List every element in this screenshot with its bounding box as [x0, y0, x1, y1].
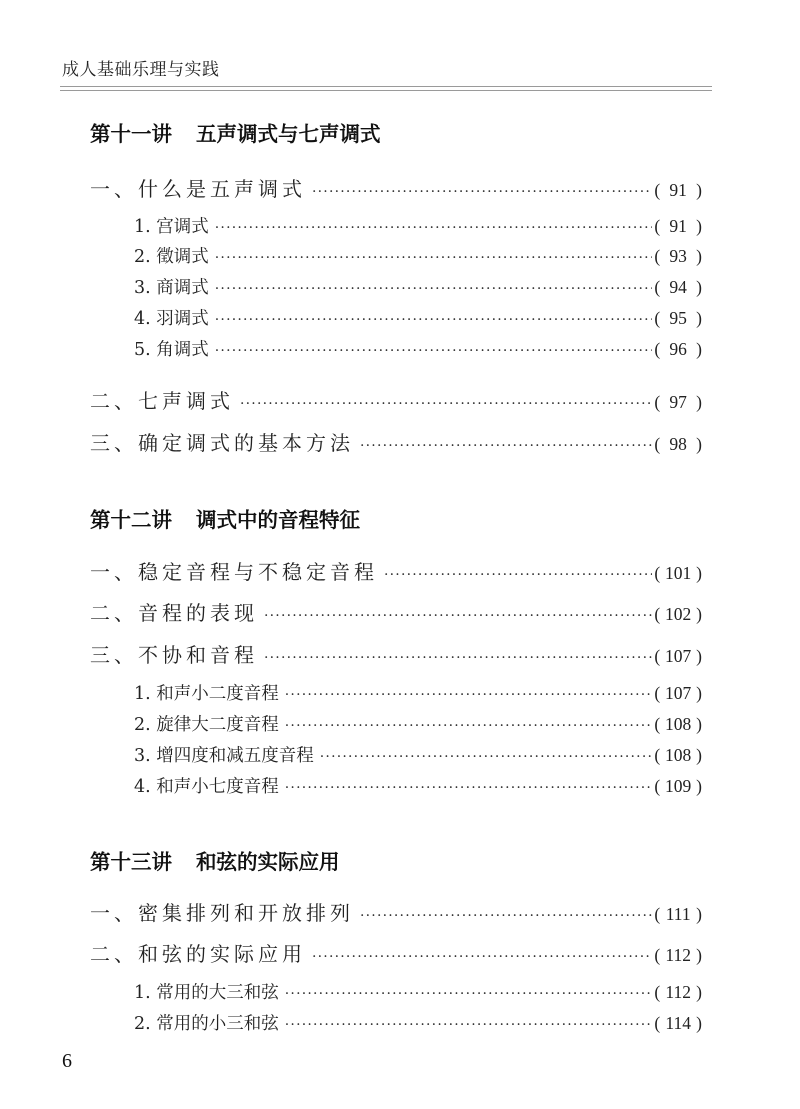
leader-dots — [215, 312, 653, 328]
toc-entry-page: ( 96 ) — [654, 339, 702, 359]
chapter-label: 第十三讲 — [90, 850, 172, 874]
toc-entry[interactable] — [90, 556, 702, 585]
header-rule-top — [60, 86, 712, 87]
chapter-label: 第十二讲 — [90, 508, 172, 532]
toc-entry-page: ( 112 ) — [654, 982, 702, 1002]
chapter-heading — [90, 845, 340, 875]
leader-dots — [312, 184, 652, 200]
toc-entry[interactable] — [90, 938, 702, 967]
toc-entry-text: 4. 羽调式 — [134, 309, 209, 329]
toc-entry-text: 3. 增四度和减五度音程 — [134, 746, 314, 766]
toc-entry-page: ( 94 ) — [654, 277, 702, 297]
leader-dots — [320, 749, 653, 765]
toc-entry-text: 4. 和声小七度音程 — [134, 777, 279, 797]
leader-dots — [215, 250, 653, 266]
toc-entry-page: ( 91 ) — [654, 180, 702, 200]
toc-entry-page: ( 109 ) — [654, 776, 702, 796]
toc-entry-page: ( 91 ) — [654, 216, 702, 236]
chapter-title: 五声调式与七声调式 — [196, 122, 381, 146]
header-rule-bottom — [60, 90, 712, 91]
toc-entry-text: 三、确定调式的基本方法 — [90, 431, 354, 455]
toc-entry[interactable] — [134, 243, 702, 268]
toc-entry[interactable] — [90, 427, 702, 456]
leader-dots — [215, 220, 653, 236]
chapter-title: 调式中的音程特征 — [196, 508, 360, 532]
toc-entry[interactable] — [134, 213, 702, 238]
leader-dots — [384, 567, 652, 583]
toc-entry[interactable] — [134, 336, 702, 361]
chapter-title: 和弦的实际应用 — [196, 850, 340, 874]
running-head: 成人基础乐理与实践 — [62, 60, 220, 80]
toc-entry-text: 5. 角调式 — [134, 340, 209, 360]
toc-entry-text: 一、稳定音程与不稳定音程 — [90, 560, 378, 584]
toc-entry-text: 1. 常用的大三和弦 — [134, 983, 279, 1003]
toc-entry-text: 1. 宫调式 — [134, 217, 209, 237]
toc-entry-page: ( 111 ) — [654, 904, 702, 924]
leader-dots — [264, 650, 652, 666]
leader-dots — [264, 608, 652, 624]
leader-dots — [312, 949, 652, 965]
toc-entry[interactable] — [134, 979, 702, 1004]
toc-entry[interactable] — [134, 305, 702, 330]
leader-dots — [285, 687, 653, 703]
toc-entry-page: ( 108 ) — [654, 714, 702, 734]
toc-entry[interactable] — [90, 897, 702, 926]
toc-entry-page: ( 102 ) — [654, 604, 702, 624]
toc-entry-text: 1. 和声小二度音程 — [134, 684, 279, 704]
toc-entry-text: 三、不协和音程 — [90, 643, 258, 667]
leader-dots — [360, 438, 652, 454]
leader-dots — [285, 986, 653, 1002]
toc-entry-text: 一、密集排列和开放排列 — [90, 901, 354, 925]
page-number: 6 — [62, 1050, 72, 1072]
toc-entry-page: ( 93 ) — [654, 246, 702, 266]
leader-dots — [285, 718, 653, 734]
toc-entry[interactable] — [134, 773, 702, 798]
leader-dots — [285, 1017, 653, 1033]
toc-entry-text: 2. 旋律大二度音程 — [134, 715, 279, 735]
toc-entry[interactable] — [90, 385, 702, 414]
toc-entry-page: ( 95 ) — [654, 308, 702, 328]
toc-entry[interactable] — [90, 597, 702, 626]
leader-dots — [240, 396, 652, 412]
toc-entry-page: ( 112 ) — [654, 945, 702, 965]
toc-entry[interactable] — [134, 742, 702, 767]
toc-entry-page: ( 107 ) — [654, 646, 702, 666]
toc-entry[interactable] — [134, 711, 702, 736]
toc-entry-page: ( 98 ) — [654, 434, 702, 454]
toc-entry-text: 二、音程的表现 — [90, 601, 258, 625]
toc-entry-page: ( 114 ) — [654, 1013, 702, 1033]
toc-entry-text: 一、什么是五声调式 — [90, 177, 306, 201]
leader-dots — [360, 908, 652, 924]
leader-dots — [285, 780, 653, 796]
toc-entry-text: 2. 常用的小三和弦 — [134, 1014, 279, 1034]
toc-entry[interactable] — [90, 173, 702, 202]
toc-entry[interactable] — [134, 1010, 702, 1035]
toc-entry[interactable] — [134, 680, 702, 705]
toc-entry-page: ( 107 ) — [654, 683, 702, 703]
toc-entry-text: 二、和弦的实际应用 — [90, 942, 306, 966]
toc-entry[interactable] — [90, 639, 702, 668]
chapter-heading — [90, 117, 381, 147]
leader-dots — [215, 343, 653, 359]
toc-entry-text: 3. 商调式 — [134, 278, 209, 298]
toc-entry-text: 二、七声调式 — [90, 389, 234, 413]
toc-entry[interactable] — [134, 274, 702, 299]
toc-entry-page: ( 108 ) — [654, 745, 702, 765]
toc-entry-text: 2. 徵调式 — [134, 247, 209, 267]
chapter-heading — [90, 503, 360, 533]
toc-entry-page: ( 97 ) — [654, 392, 702, 412]
chapter-label: 第十一讲 — [90, 122, 172, 146]
leader-dots — [215, 281, 653, 297]
toc-entry-page: ( 101 ) — [654, 563, 702, 583]
